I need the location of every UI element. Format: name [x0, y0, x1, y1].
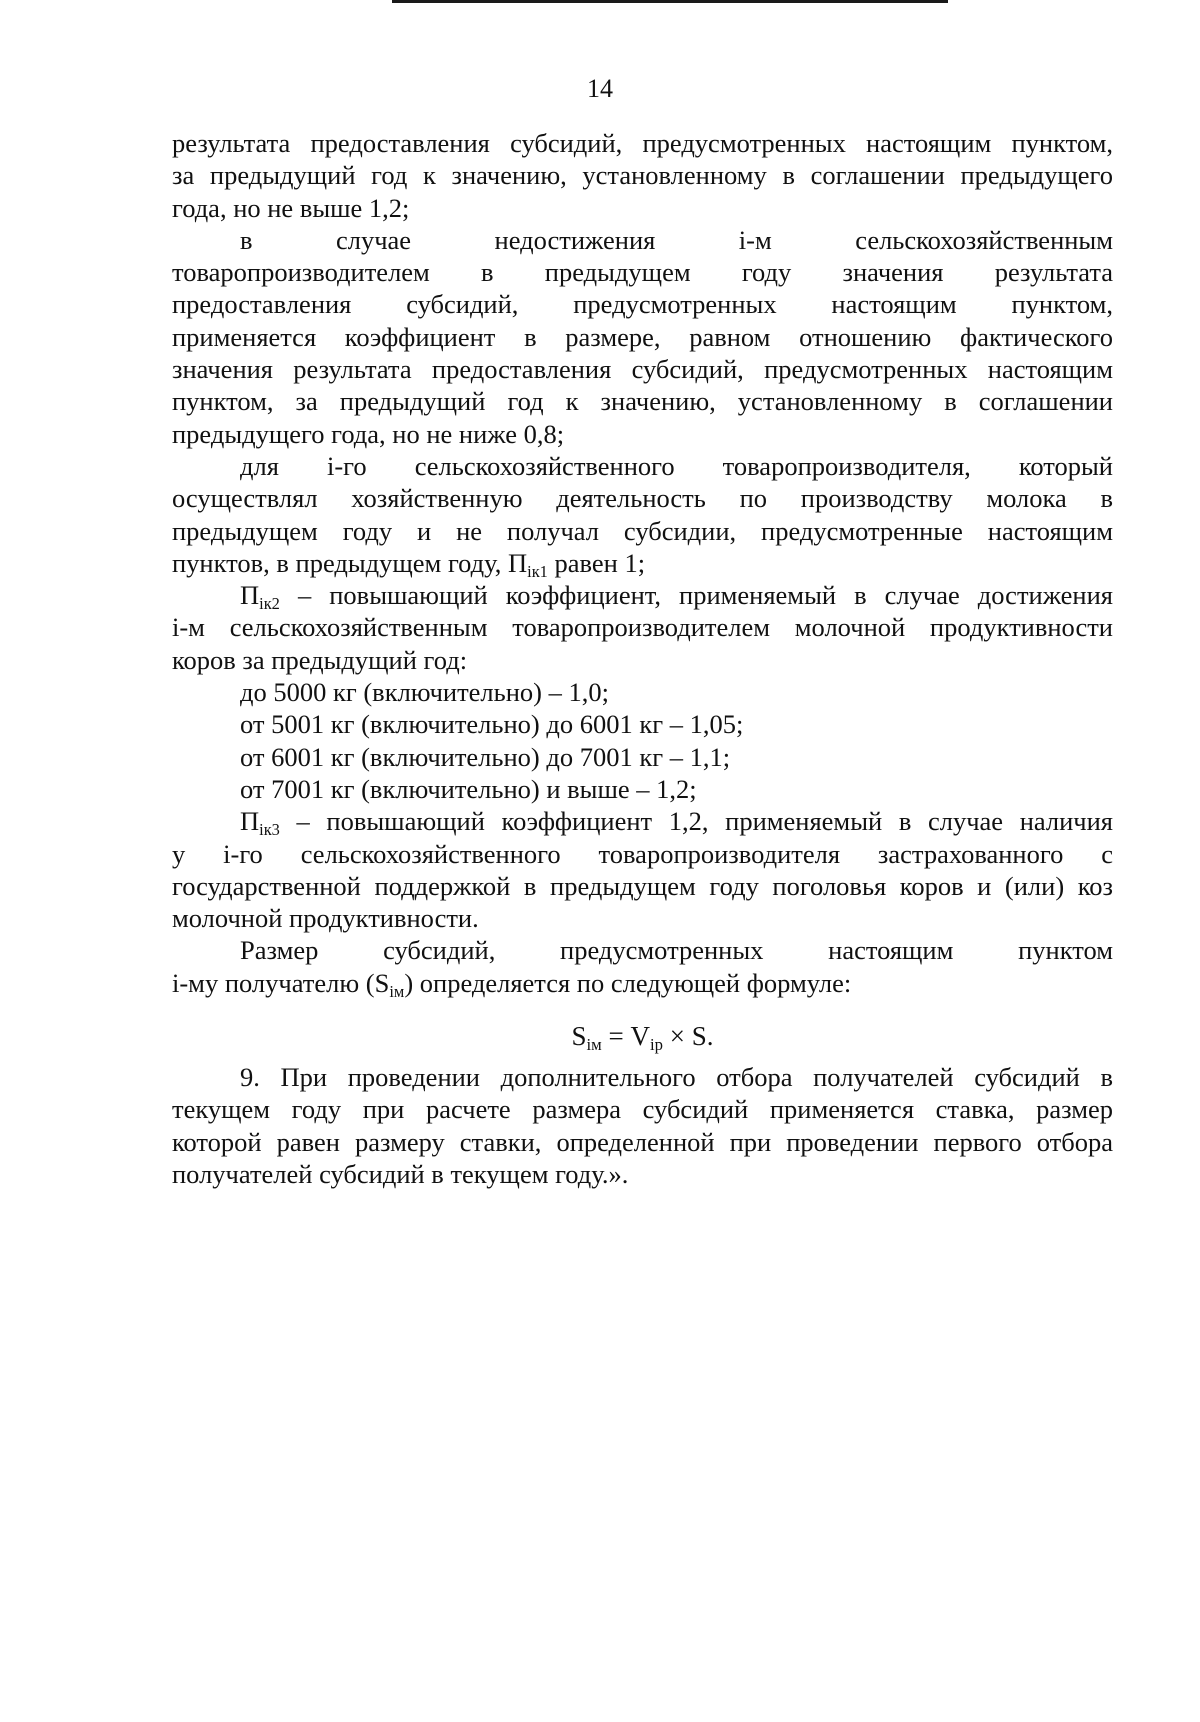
text-line: за предыдущий год к значению, установленному в соглашении предыдущего: [172, 160, 1113, 191]
formula-tail: × S.: [663, 1021, 714, 1052]
productivity-list: [172, 676, 1113, 805]
text-line: [172, 805, 1113, 840]
formula-equals: =: [601, 1021, 631, 1052]
text-line: значения результата предоставления субсидий, предусмотренных настоящим: [172, 354, 1113, 385]
paragraph-7: [172, 1061, 1113, 1190]
text-line: товаропроизводителем в предыдущем году значения результата: [172, 257, 1113, 288]
text-line: результата предоставления субсидий, предусмотренных настоящим пунктом,: [172, 128, 1113, 158]
coefficient-symbol: П: [240, 580, 260, 611]
paragraph-2: [172, 224, 1113, 450]
document-body: [172, 127, 1113, 1190]
text-fragment: i-му получателю (S: [172, 967, 390, 998]
formula-subscript: iм: [586, 1035, 602, 1055]
page-number: 14: [587, 74, 613, 103]
text-line: у i-го сельскохозяйственного товаропроизводителя застрахованного с: [172, 838, 1113, 869]
text-fragment: – повышающий коэффициент 1,2, применяемый в случае наличия: [279, 806, 1113, 837]
text-line: получателей субсидий в текущем году.».: [172, 1158, 629, 1189]
text-line: молочной продуктивности.: [172, 903, 479, 934]
coefficient-subscript: iк1: [527, 561, 548, 581]
text-line: пунктом, за предыдущий год к значению, установленному в соглашении: [172, 386, 1113, 417]
text-line: осуществлял хозяйственную деятельность по производству молока в: [172, 483, 1113, 514]
list-item: до 5000 кг (включительно) – 1,0;: [240, 677, 609, 708]
top-rule: [392, 0, 948, 3]
text-line: которой равен размеру ставки, определенной при проведении первого отбора: [172, 1126, 1113, 1157]
text-line: года, но не выше 1,2;: [172, 192, 410, 223]
text-line: предыдущего года, но не ниже 0,8;: [172, 418, 565, 449]
text-fragment: – повышающий коэффициент, применяемый в случае достижения: [279, 580, 1113, 611]
paragraph-3: [172, 450, 1113, 579]
text-line: государственной поддержкой в предыдущем году поголовья коров и (или) коз: [172, 870, 1113, 901]
text-line: предыдущем году и не получал субсидии, предусмотренные настоящим: [172, 515, 1113, 546]
variable-subscript: iм: [389, 981, 405, 1001]
text-line: [172, 547, 1113, 579]
text-line: i-м сельскохозяйственным товаропроизводителем молочной продуктивности: [172, 612, 1113, 643]
text-fragment: ) определяется по следующей формуле:: [404, 967, 852, 998]
text-line: коров за предыдущий год:: [172, 644, 468, 675]
text-line: 9. При проведении дополнительного отбора получателей субсидий в: [240, 1062, 1113, 1093]
text-line: [172, 967, 1113, 999]
coefficient-subscript: iк2: [259, 594, 280, 614]
text-line: текущем году при расчете размера субсидий применяется ставка, размер: [172, 1094, 1113, 1125]
subsidy-formula: [172, 1019, 1113, 1053]
paragraph-4: [172, 579, 1113, 676]
paragraph-1: [172, 127, 1113, 224]
coefficient-symbol: П: [240, 806, 260, 837]
text-line: в случае недостижения i-м сельскохозяйственным: [240, 224, 1113, 255]
text-line: предоставления субсидий, предусмотренных настоящим пунктом,: [172, 289, 1113, 320]
text-line: для i-го сельскохозяйственного товаропроизводителя, который: [240, 450, 1113, 481]
text-fragment: пунктов, в предыдущем году, П: [172, 547, 528, 578]
list-item: от 7001 кг (включительно) и выше – 1,2;: [240, 773, 697, 804]
coefficient-subscript: iк3: [259, 820, 280, 840]
text-line: [172, 579, 1113, 614]
formula-symbol: V: [630, 1021, 650, 1052]
text-line: применяется коэффициент в размере, равном отношению фактического: [172, 321, 1113, 352]
paragraph-5: [172, 805, 1113, 934]
formula-subscript: ip: [649, 1035, 664, 1055]
text-fragment: равен 1;: [547, 547, 646, 578]
paragraph-6: [172, 934, 1113, 999]
list-item: от 6001 кг (включительно) до 7001 кг – 1,1;: [240, 741, 731, 772]
list-item: от 5001 кг (включительно) до 6001 кг – 1,05;: [240, 709, 744, 740]
text-line: Размер субсидий, предусмотренных настоящим пунктом: [240, 935, 1113, 966]
formula-symbol: S: [571, 1021, 587, 1052]
